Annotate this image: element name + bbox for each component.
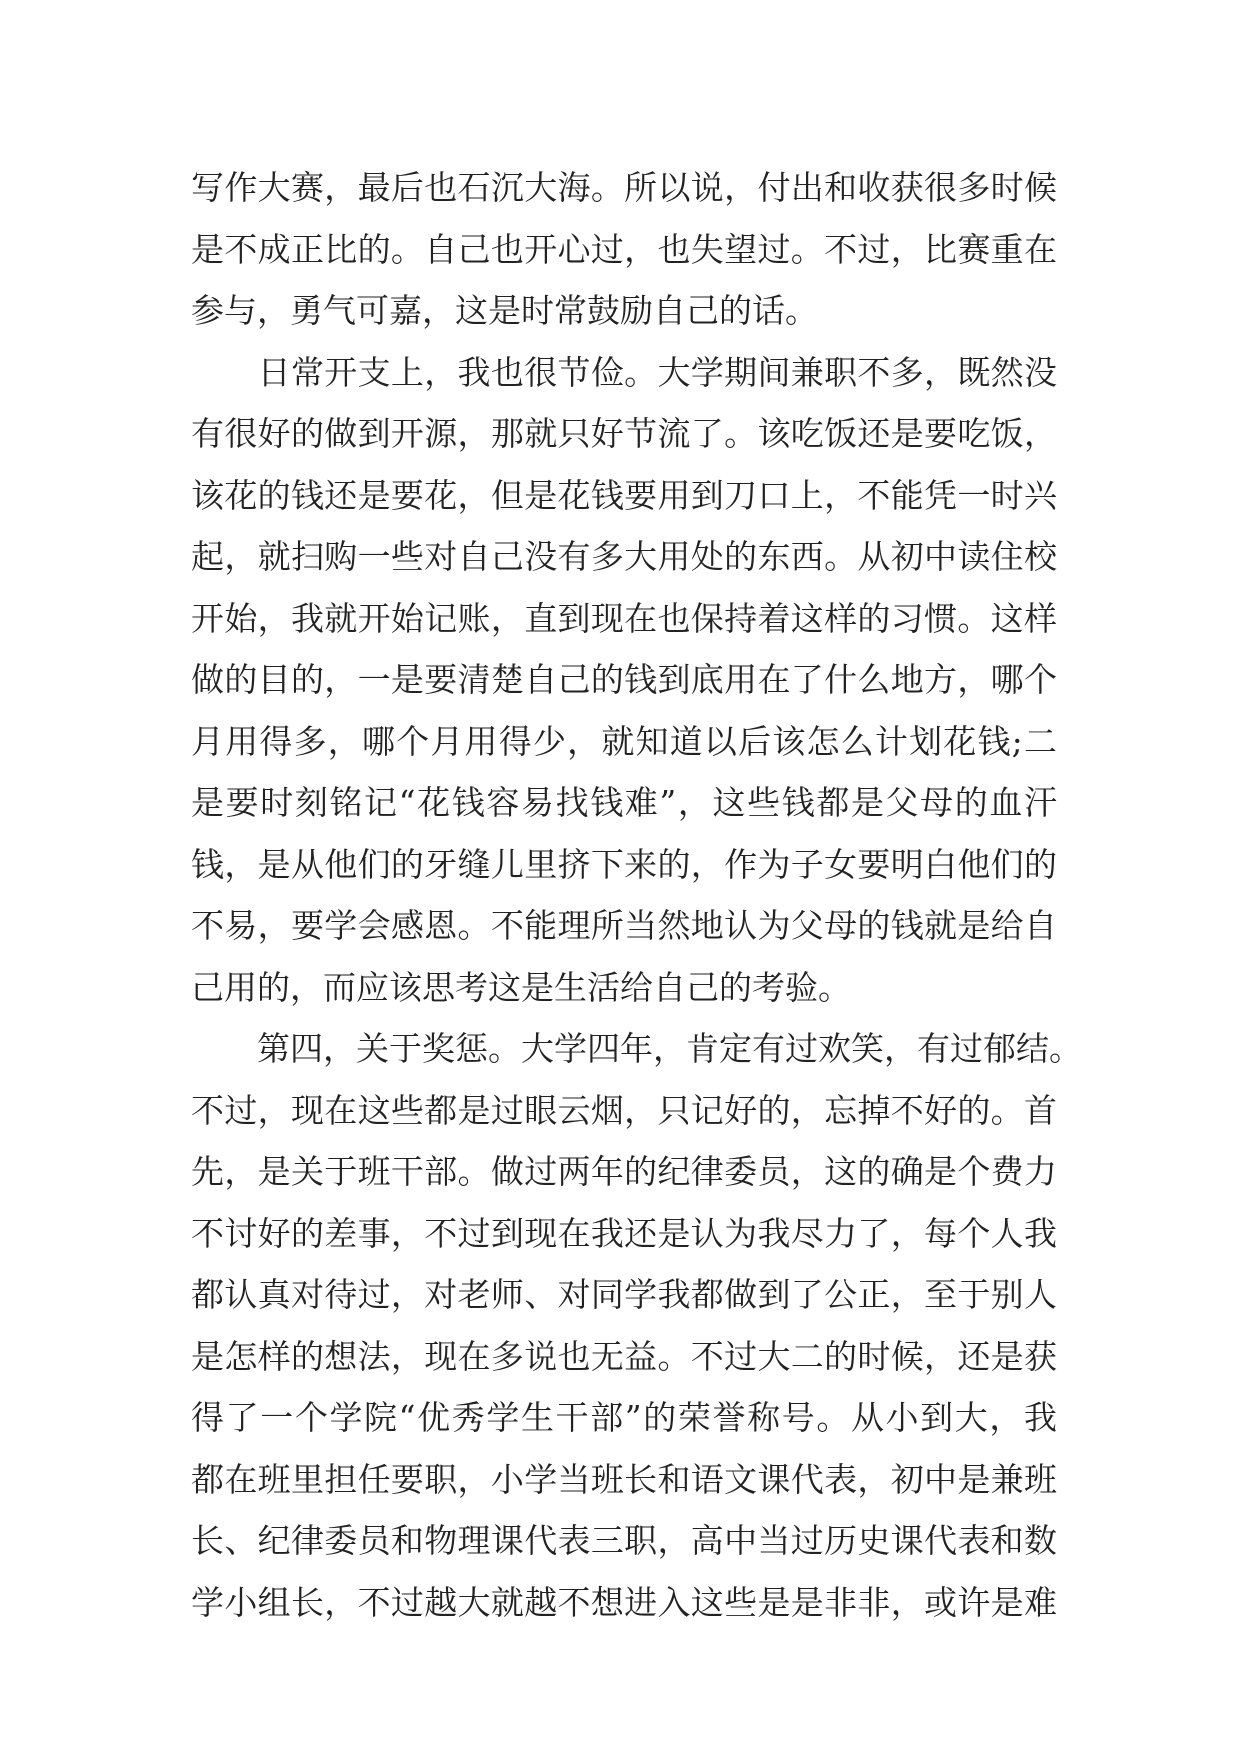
text-line: 月用得多，哪个月用得少，就知道以后该怎么计划花钱;二 (191, 721, 1057, 761)
text-line: 第四，关于奖惩。大学四年，肯定有过欢笑，有过郁结。 (191, 1029, 1082, 1068)
text-line: 长、纪律委员和物理课代表三职，高中当过历史课代表和数 (191, 1521, 1057, 1560)
text-line: 不讨好的差事，不过到现在我还是认为我尽力了，每个人我 (191, 1213, 1057, 1253)
text-line: 学小组长，不过越大就越不想进入这些是是非非，或许是难 (191, 1582, 1057, 1622)
text-line: 日常开支上，我也很节俭。大学期间兼职不多，既然没 (191, 352, 1057, 392)
paragraph (191, 157, 1057, 342)
paragraph (191, 1018, 1082, 1633)
text-line: 都认真对待过，对老师、对同学我都做到了公正，至于别人 (191, 1275, 1057, 1314)
text-line: 是怎样的想法，现在多说也无益。不过大二的时候，还是获 (191, 1336, 1057, 1376)
paragraph (191, 342, 1057, 1019)
document-body (191, 157, 1082, 1633)
text-line: 得了一个学院“优秀学生干部”的荣誉称号。从小到大，我 (191, 1398, 1057, 1437)
text-line: 不易，要学会感恩。不能理所当然地认为父母的钱就是给自 (191, 906, 1057, 945)
text-line: 做的目的，一是要清楚自己的钱到底用在了什么地方，哪个 (191, 660, 1057, 699)
text-line: 不过，现在这些都是过眼云烟，只记好的，忘掉不好的。首 (191, 1090, 1057, 1130)
text-line: 有很好的做到开源，那就只好节流了。该吃饭还是要吃饭， (191, 414, 1057, 453)
text-line: 己用的，而应该思考这是生活给自己的考验。 (191, 967, 851, 1007)
text-line: 钱，是从他们的牙缝儿里挤下来的，作为子女要明白他们的 (191, 844, 1057, 884)
text-line: 是要时刻铭记“花钱容易找钱难”，这些钱都是父母的血汗 (191, 783, 1057, 822)
text-line: 开始，我就开始记账，直到现在也保持着这样的习惯。这样 (191, 598, 1057, 638)
text-line: 都在班里担任要职，小学当班长和语文课代表，初中是兼班 (191, 1459, 1057, 1499)
text-line: 写作大赛，最后也石沉大海。所以说，付出和收获很多时候 (191, 168, 1057, 207)
text-line: 先，是关于班干部。做过两年的纪律委员，这的确是个费力 (191, 1152, 1057, 1191)
text-line: 起，就扫购一些对自己没有多大用处的东西。从初中读住校 (191, 537, 1057, 576)
text-line: 该花的钱还是要花，但是花钱要用到刀口上，不能凭一时兴 (191, 475, 1057, 515)
text-line: 参与，勇气可嘉，这是时常鼓励自己的话。 (191, 291, 818, 330)
text-line: 是不成正比的。自己也开心过，也失望过。不过，比赛重在 (191, 229, 1057, 269)
